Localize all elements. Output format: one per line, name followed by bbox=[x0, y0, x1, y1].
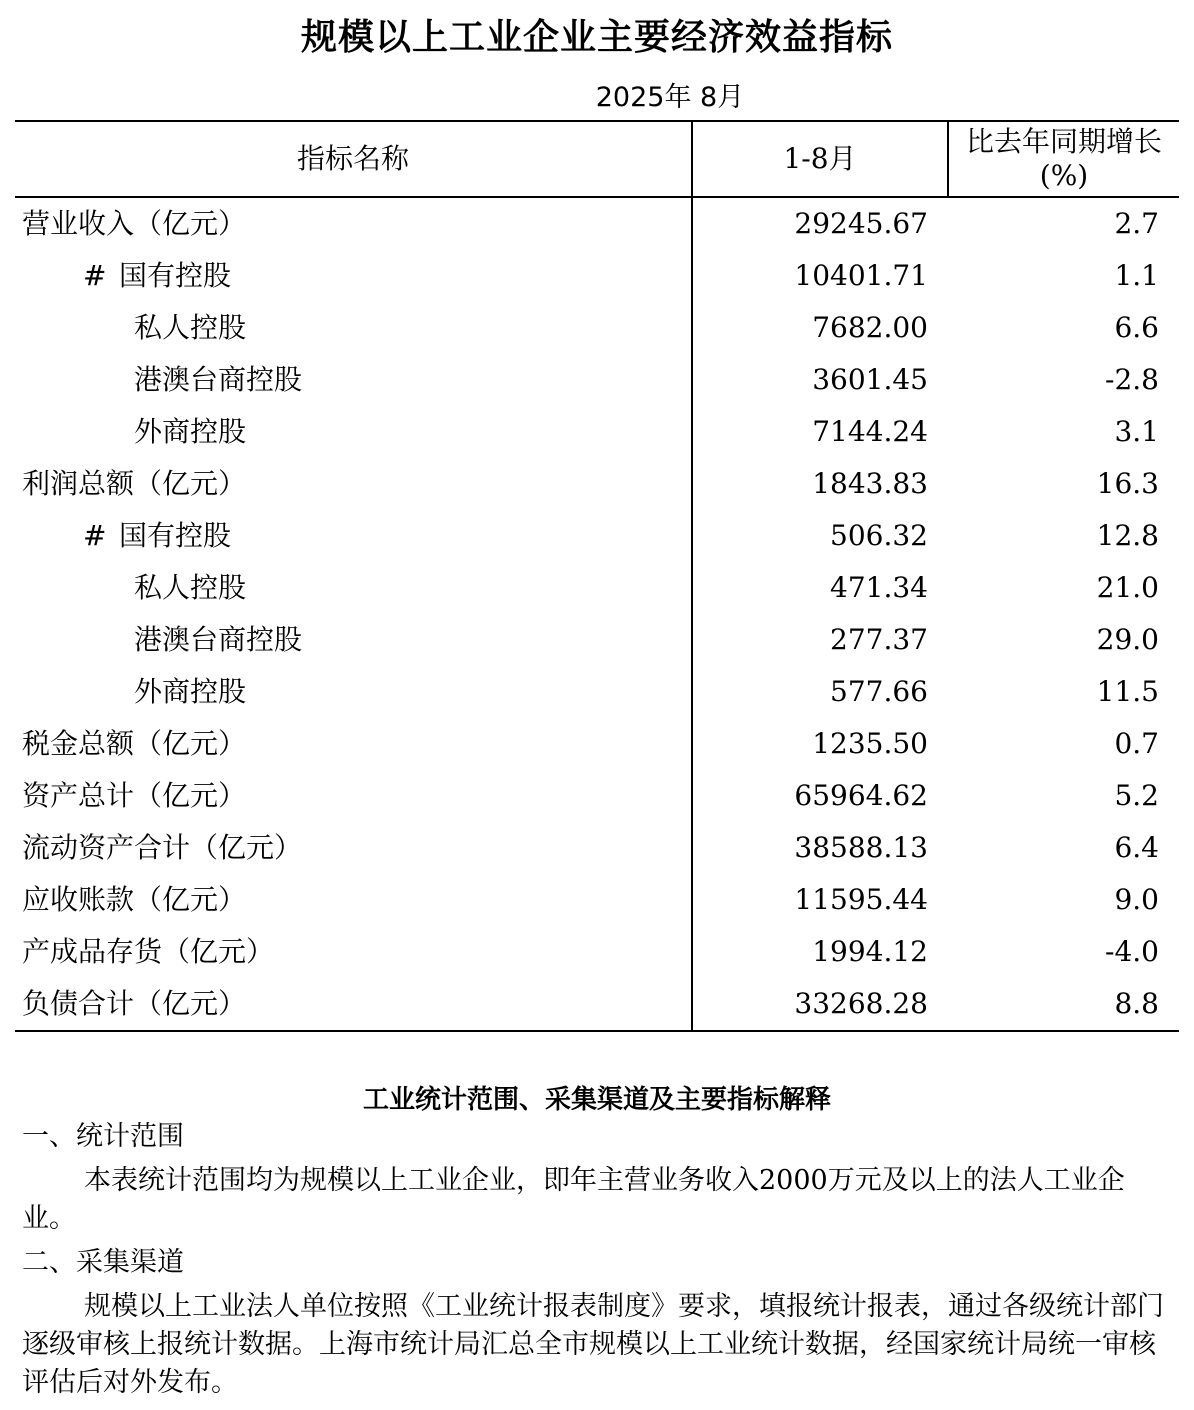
row-value: 38588.13 bbox=[794, 831, 928, 864]
row-growth: 16.3 bbox=[1096, 467, 1159, 500]
row-label: 私人控股 bbox=[15, 562, 692, 614]
row-growth: -2.8 bbox=[1105, 363, 1159, 396]
table-row bbox=[15, 718, 1179, 770]
row-label: 外商控股 bbox=[15, 406, 692, 458]
row-growth: 0.7 bbox=[1114, 727, 1159, 760]
row-label: 利润总额（亿元） bbox=[15, 458, 692, 510]
header-indicator-name: 指标名称 bbox=[15, 121, 692, 197]
row-growth: 1.1 bbox=[1114, 259, 1159, 292]
section-heading-scope: 一、统计范围 bbox=[22, 1121, 184, 1152]
table-row bbox=[15, 614, 1179, 666]
table-row bbox=[15, 302, 1179, 354]
row-value: 1843.83 bbox=[812, 467, 928, 500]
row-value: 277.37 bbox=[830, 623, 928, 656]
row-value: 471.34 bbox=[830, 571, 928, 604]
table-row bbox=[15, 822, 1179, 874]
row-value: 577.66 bbox=[830, 675, 928, 708]
row-growth: 8.8 bbox=[948, 978, 1179, 1031]
report-period: 2025年 8月 bbox=[595, 82, 745, 113]
table-row bbox=[15, 510, 1179, 562]
row-prefix: # bbox=[83, 519, 107, 552]
row-label: 港澳台商控股 bbox=[15, 614, 692, 666]
row-value: 65964.62 bbox=[794, 779, 928, 812]
notes-section bbox=[22, 1118, 1172, 1408]
row-growth: 3.1 bbox=[1114, 415, 1159, 448]
table-row bbox=[15, 562, 1179, 614]
table-row bbox=[15, 978, 1179, 1031]
notes-title: 工业统计范围、采集渠道及主要指标解释 bbox=[362, 1085, 831, 1115]
row-label: 国有控股 bbox=[119, 519, 232, 552]
row-label: 私人控股 bbox=[15, 302, 692, 354]
row-value: 10401.71 bbox=[794, 259, 928, 292]
row-value: 1235.50 bbox=[812, 727, 928, 760]
section-text-collection: 规模以上工业法人单位按照《工业统计报表制度》要求，填报统计报表，通过各级统计部门逐级审核上报统计数据。上海市统计局汇总全市规模以上工业统计数据，经国家统计局统一审核评估后对外发布。 bbox=[22, 1291, 1164, 1398]
section-text-scope: 本表统计范围均为规模以上工业企业，即年主营业务收入2000万元及以上的法人工业企业。 bbox=[22, 1165, 1125, 1234]
row-label: 产成品存货（亿元） bbox=[15, 926, 692, 978]
page-title: 规模以上工业企业主要经济效益指标 bbox=[300, 17, 893, 58]
row-growth: 21.0 bbox=[1096, 571, 1159, 604]
row-growth: 29.0 bbox=[1096, 623, 1159, 656]
row-growth: 6.4 bbox=[1114, 831, 1159, 864]
table-row bbox=[15, 197, 1179, 250]
row-value: 3601.45 bbox=[812, 363, 928, 396]
table-row bbox=[15, 874, 1179, 926]
row-value: 1994.12 bbox=[812, 935, 928, 968]
row-label: 应收账款（亿元） bbox=[15, 874, 692, 926]
table-row bbox=[15, 250, 1179, 302]
row-growth: 12.8 bbox=[1096, 519, 1159, 552]
row-label: 港澳台商控股 bbox=[15, 354, 692, 406]
row-label: 资产总计（亿元） bbox=[15, 770, 692, 822]
table-row bbox=[15, 354, 1179, 406]
row-label-cell bbox=[15, 510, 692, 562]
row-label: 流动资产合计（亿元） bbox=[15, 822, 692, 874]
row-prefix: # bbox=[83, 259, 107, 292]
table-row bbox=[15, 770, 1179, 822]
row-growth: -4.0 bbox=[1105, 935, 1159, 968]
row-growth: 2.7 bbox=[1114, 207, 1159, 240]
row-growth: 6.6 bbox=[1114, 311, 1159, 344]
row-value: 29245.67 bbox=[794, 207, 928, 240]
table-row bbox=[15, 926, 1179, 978]
row-label-cell bbox=[15, 250, 692, 302]
row-label: 国有控股 bbox=[119, 259, 232, 292]
table-row bbox=[15, 458, 1179, 510]
table-row bbox=[15, 406, 1179, 458]
row-value: 33268.28 bbox=[692, 978, 948, 1031]
indicators-table bbox=[15, 120, 1179, 1032]
row-label: 税金总额（亿元） bbox=[15, 718, 692, 770]
row-growth: 5.2 bbox=[1114, 779, 1159, 812]
row-value: 11595.44 bbox=[794, 883, 928, 916]
row-value: 7682.00 bbox=[812, 311, 928, 344]
row-growth: 9.0 bbox=[1114, 883, 1159, 916]
row-growth: 11.5 bbox=[1096, 675, 1159, 708]
header-yoy-growth: 比去年同期增长(%) bbox=[948, 121, 1179, 197]
row-value: 7144.24 bbox=[812, 415, 928, 448]
row-label: 外商控股 bbox=[15, 666, 692, 718]
table-row bbox=[15, 666, 1179, 718]
row-value: 506.32 bbox=[830, 519, 928, 552]
row-label: 营业收入（亿元） bbox=[15, 197, 692, 250]
header-ytd: 1-8月 bbox=[692, 121, 948, 197]
row-label: 负债合计（亿元） bbox=[15, 978, 692, 1031]
section-heading-collection: 二、采集渠道 bbox=[22, 1247, 184, 1278]
table-header-row bbox=[15, 121, 1179, 197]
